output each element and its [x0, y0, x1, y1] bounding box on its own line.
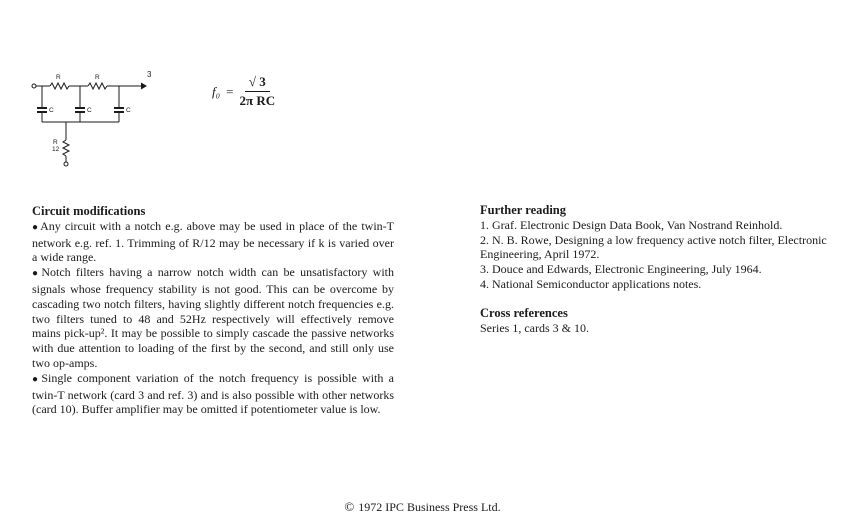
- ground-terminal: [64, 162, 68, 166]
- reading-item-3: 3. Douce and Edwards, Electronic Engineering, July 1964.: [480, 262, 762, 277]
- label-r-bottom-den: 12: [52, 146, 60, 153]
- label-c3: C: [126, 107, 131, 114]
- resistor-r-12: [63, 140, 69, 156]
- reading-item-4: 4. National Semiconductor applications notes.: [480, 276, 702, 291]
- further-reading-heading: Further reading: [480, 203, 566, 217]
- formula-numerator: √ 3: [245, 74, 270, 92]
- resistor-r2: [88, 83, 107, 89]
- output-arrow: [141, 83, 146, 89]
- notch-frequency-formula: [212, 74, 275, 109]
- reading-item-1: 1. Graf. Electronic Design Data Book, Van Nostrand Reinhold.: [480, 217, 783, 232]
- circuit-modifications-heading: Circuit modifications: [32, 204, 146, 218]
- circuit-diagram: [28, 66, 178, 176]
- circuit-modifications-section: [32, 204, 394, 417]
- further-reading-list: [480, 218, 840, 292]
- copyright-symbol: ©: [344, 499, 355, 514]
- copyright-text: 1972 IPC Business Press Ltd.: [358, 500, 501, 514]
- formula-denominator: 2π RC: [239, 93, 276, 108]
- label-r1: R: [56, 74, 61, 81]
- input-terminal: [32, 84, 36, 88]
- formula-fraction: [239, 74, 275, 109]
- resistor-r1: [50, 83, 69, 89]
- cross-references-heading: Cross references: [480, 305, 568, 320]
- label-output: 3: [147, 70, 152, 79]
- modification-paragraph-3: ● Single component variation of the notch frequency is possible with a twin-T network (card 3 and ref. 3) and is also possible with other networks (card 10). Buffer amplifier may be omitted if potentiometer value is low.: [32, 371, 394, 417]
- modification-paragraph-1: ● Any circuit with a notch e.g. above may be used in place of the twin-T network e.g. ref. 1. Trimming of R/12 may be necessary if k is varied over a wide range.: [32, 219, 394, 265]
- cross-references-text: Series 1, cards 3 & 10.: [480, 320, 589, 335]
- cross-references-section: [480, 306, 840, 336]
- label-r-bottom-num: R: [53, 139, 58, 146]
- formula-equals: =: [226, 83, 234, 99]
- label-c1: C: [49, 107, 54, 114]
- label-c2: C: [87, 107, 92, 114]
- label-r2: R: [95, 74, 100, 81]
- references-column: [480, 203, 840, 335]
- copyright-footer: [0, 499, 845, 515]
- reading-item-2: 2. N. B. Rowe, Designing a low frequency active notch filter, Electronic Engineering, April 1972.: [480, 232, 827, 262]
- formula-lhs: f₀: [212, 83, 221, 99]
- modification-paragraph-2: ● Notch filters having a narrow notch width can be unsatisfactory with signals whose frequency stability is not good. This can be overcome by cascading two notch filters, having slightly different notch frequencies e.g. two filters tuned to 48 and 52Hz respectively will effectively remove mains pick-up². It may be possible to simply cascade the passive networks with due attention to loading of the first by the second, and still only use two op-amps.: [32, 265, 394, 371]
